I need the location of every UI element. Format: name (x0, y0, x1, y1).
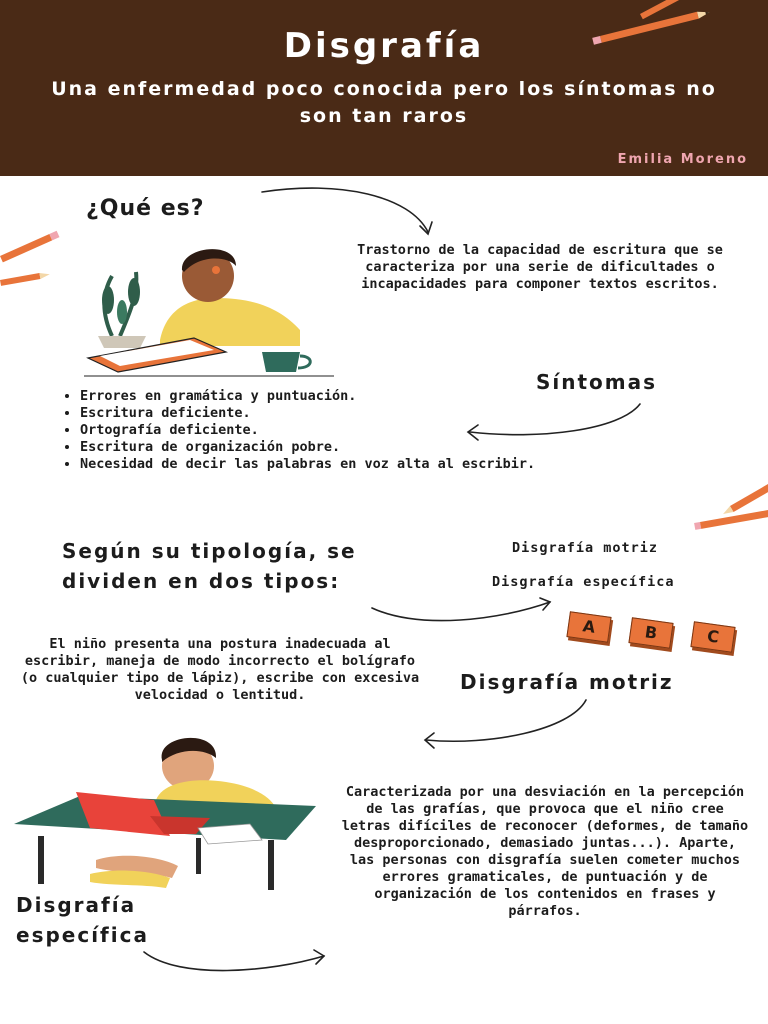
list-item: • Escritura deficiente. (80, 405, 550, 422)
page-title: Disgrafía (283, 26, 485, 66)
motriz-description: El niño presenta una postura inadecuada al escribir, maneja de modo incorrecto el bolígrafo (o cualquier tipo de lápiz), escribe con excesiva velocidad o lentitud. (20, 636, 420, 703)
section-heading-especifica: Disgrafía específica (16, 893, 149, 947)
list-item: • Necesidad de decir las palabras en voz alta al escribir. (80, 456, 550, 473)
definition-text: Trastorno de la capacidad de escritura que se caracteriza por una serie de dificultades o incapacidades para componer textos escritos. (357, 242, 723, 292)
page-subtitle: Una enfermedad poco conocida pero los síntomas no son tan raros (51, 78, 717, 127)
arrow-icon (262, 188, 428, 232)
author-name: Emilia Moreno (617, 152, 748, 167)
type-label-especifica: Disgrafía específica (492, 574, 675, 590)
letter-block-c: C (690, 621, 735, 653)
list-item: • Errores en gramática y puntuación. (80, 388, 550, 405)
section-heading-que-es: ¿Qué es? (86, 196, 205, 221)
arrow-icon (372, 602, 550, 621)
pencil-icon (694, 510, 768, 530)
arrow-icon (426, 700, 586, 741)
type-label-motriz: Disgrafía motriz (512, 540, 659, 556)
pencil-icon (0, 231, 59, 263)
list-item: • Escritura de organización pobre. (80, 439, 550, 456)
laptop-girl-illustration (14, 738, 316, 890)
section-heading-motriz: Disgrafía motriz (460, 670, 674, 694)
letter-block-a: A (566, 611, 611, 643)
especifica-description: Caracterizada por una desviación en la percepción de las grafías, que provoca que el niño cree letras difíciles de reconocer (deformes, de tamaño desproporcionado, demasiado juntas...). Aparte, las personas con disgrafía suelen cometer muchos errores gramaticales, de puntuación y de organización de los contenidos en frases y párrafos. (341, 784, 749, 919)
writing-girl-illustration (84, 249, 334, 376)
list-item: • Ortografía deficiente. (80, 422, 550, 439)
arrow-icon (144, 952, 324, 971)
section-heading-tipologia: Según su tipología, se dividen en dos tipos: (62, 539, 357, 593)
symptoms-list (56, 388, 550, 473)
letter-block-b: B (628, 617, 673, 649)
section-heading-sintomas: Síntomas (536, 370, 658, 394)
pencil-icon (0, 271, 50, 286)
